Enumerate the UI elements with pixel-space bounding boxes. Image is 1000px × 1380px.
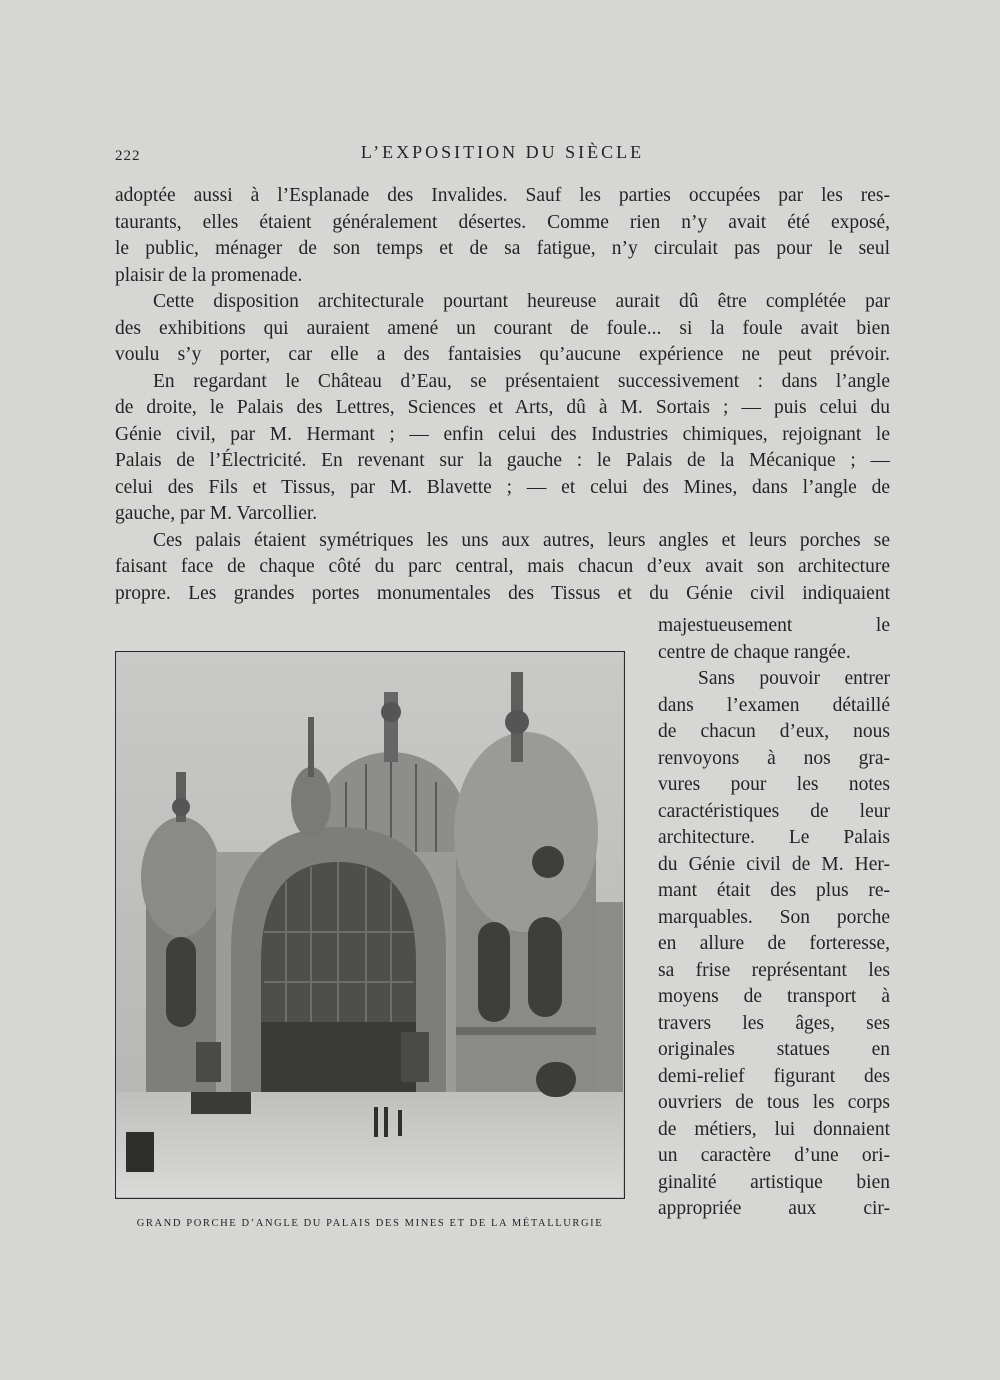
text-line: marquables. Son porche <box>658 906 890 928</box>
text-line: ouvriers de tous les corps <box>658 1092 890 1113</box>
text-line: renvoyons à nos gra- <box>658 747 890 769</box>
text-line: gauche, par M. Varcollier. <box>115 503 318 524</box>
paragraph <box>115 289 890 369</box>
engraving-illustration <box>115 651 625 1199</box>
palace-engraving <box>116 652 623 1197</box>
page-number: 222 <box>115 148 141 164</box>
text-line: originales statues en <box>658 1039 890 1060</box>
paragraph <box>115 183 890 289</box>
side-column-text <box>658 613 890 1223</box>
body-text <box>115 183 890 607</box>
text-line: mant était des plus re- <box>658 880 890 901</box>
text-line: majestueusement le <box>658 615 890 636</box>
text-line: dans l’examen détaillé <box>658 694 890 716</box>
text-line: En regardant le Château d’Eau, se présentaient successivement : dans l’angle <box>153 370 890 392</box>
text-line: adoptée aussi à l’Esplanade des Invalides. Sauf les parties occupées par les res- <box>115 185 890 206</box>
text-line: architecture. Le Palais <box>658 827 890 848</box>
paragraph <box>115 528 890 608</box>
text-line: Génie civil, par M. Hermant ; — enfin celui des Industries chimiques, rejoignant le <box>115 423 890 445</box>
text-line: moyens de transport à <box>658 986 890 1007</box>
text-line: de métiers, lui donnaient <box>658 1118 890 1140</box>
text-line: celui des Fils et Tissus, par M. Blavette ; — et celui des Mines, dans l’angle de <box>115 476 890 498</box>
text-line: des exhibitions qui auraient amené un courant de foule... si la foule avait bien <box>115 317 890 339</box>
text-line: centre de chaque rangée. <box>658 641 851 663</box>
text-line: propre. Les grandes portes monumentales des Tissus et du Génie civil indiquaient <box>115 582 890 604</box>
text-line: travers les âges, ses <box>658 1012 890 1034</box>
text-line: caractéristiques de leur <box>658 800 890 822</box>
text-line: Palais de l’Électricité. En revenant sur la gauche : le Palais de la Mécanique ; — <box>115 450 890 471</box>
text-line: appropriée aux cir- <box>658 1198 890 1219</box>
text-line: le public, ménager de son temps et de sa fatigue, n’y circulait pas pour le seul <box>115 238 890 259</box>
figure-caption: GRAND PORCHE D’ANGLE DU PALAIS DES MINES ET DE LA MÉTALLURGIE <box>136 1218 604 1229</box>
paragraph <box>115 369 890 528</box>
text-line: de droite, le Palais des Lettres, Sciences et Arts, dû à M. Sortais ; — puis celui du <box>115 397 890 418</box>
page-header <box>115 142 890 170</box>
text-line: plaisir de la promenade. <box>115 264 303 286</box>
text-line: vures pour les notes <box>658 774 890 795</box>
text-line: demi-relief figurant des <box>658 1065 890 1087</box>
text-line: un caractère d’une ori- <box>658 1145 890 1166</box>
text-line: Ces palais étaient symétriques les uns aux autres, leurs angles et leurs porches se <box>153 529 890 551</box>
text-line: Cette disposition architecturale pourtant heureuse aurait dû être complétée par <box>153 291 890 312</box>
text-line: taurants, elles étaient généralement désertes. Comme rien n’y avait été exposé, <box>115 211 890 233</box>
text-line: ginalité artistique bien <box>658 1171 890 1193</box>
text-line: faisant face de chaque côté du parc central, mais chacun d’eux avait son architecture <box>115 556 890 577</box>
text-line: voulu s’y porter, car elle a des fantaisies qu’aucune expérience ne peut prévoir. <box>115 344 890 365</box>
running-title: L’EXPOSITION DU SIÈCLE <box>360 142 645 162</box>
text-line: en allure de forteresse, <box>658 933 890 954</box>
text-line: sa frise représentant les <box>658 959 890 981</box>
text-line: de chacun d’eux, nous <box>658 721 890 742</box>
text-line: Sans pouvoir entrer <box>698 668 890 689</box>
text-line: du Génie civil de M. Her- <box>658 853 890 875</box>
